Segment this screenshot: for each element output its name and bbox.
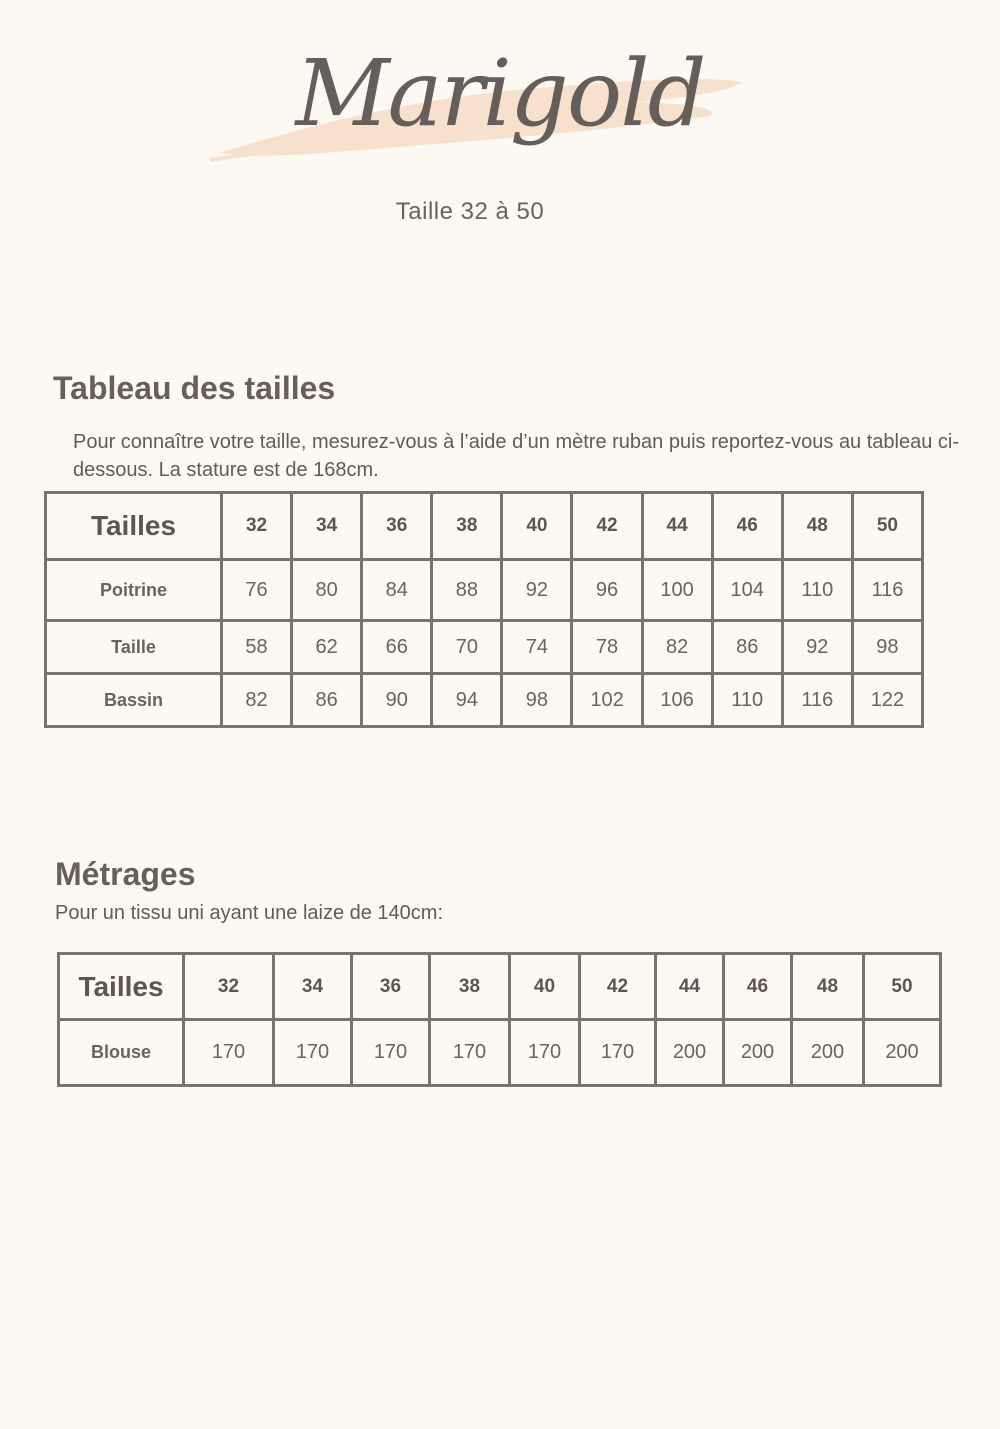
yardage-cell: 170	[510, 1020, 580, 1086]
size-header: 36	[362, 493, 432, 560]
measure-cell: 104	[712, 560, 782, 621]
size-header: 46	[712, 493, 782, 560]
measure-cell: 110	[782, 560, 852, 621]
measure-cell: 102	[572, 674, 642, 727]
measure-cell: 96	[572, 560, 642, 621]
yardage-cell: 200	[792, 1020, 864, 1086]
size-header: 48	[782, 493, 852, 560]
size-range-subtitle: Taille 32 à 50	[395, 198, 545, 225]
size-header: 32	[222, 493, 292, 560]
measure-cell: 76	[222, 560, 292, 621]
yardage-cell: 170	[184, 1020, 274, 1086]
measure-cell: 86	[292, 674, 362, 727]
measure-cell: 92	[782, 621, 852, 674]
measure-cell: 62	[292, 621, 362, 674]
measure-cell: 122	[852, 674, 922, 727]
size-header: 48	[792, 954, 864, 1020]
yardage-title: Métrages	[55, 856, 196, 892]
measure-cell: 92	[502, 560, 572, 621]
size-header: 32	[184, 954, 274, 1020]
size-header: 42	[572, 493, 642, 560]
yardage-table	[57, 952, 942, 1087]
size-header: 50	[864, 954, 941, 1020]
yardage-cell: 170	[430, 1020, 510, 1086]
measure-cell: 98	[502, 674, 572, 727]
size-chart-title: Tableau des tailles	[53, 370, 336, 406]
yardage-cell: 170	[274, 1020, 352, 1086]
size-header: 38	[430, 954, 510, 1020]
measure-cell: 82	[642, 621, 712, 674]
size-header: 44	[656, 954, 724, 1020]
measure-cell: 98	[852, 621, 922, 674]
size-header: 36	[352, 954, 430, 1020]
table-row	[46, 621, 923, 674]
table-header-row	[46, 493, 923, 560]
yardage-cell: 170	[352, 1020, 430, 1086]
table-row	[46, 560, 923, 621]
size-header: 46	[724, 954, 792, 1020]
yardage-cell: 170	[580, 1020, 656, 1086]
row-label: Taille	[46, 621, 222, 674]
measure-cell: 90	[362, 674, 432, 727]
yardage-cell: 200	[724, 1020, 792, 1086]
measure-cell: 116	[782, 674, 852, 727]
measure-cell: 88	[432, 560, 502, 621]
yardage-intro: Pour un tissu uni ayant une laize de 140cm:	[55, 902, 444, 924]
yardage-cell: 200	[656, 1020, 724, 1086]
row-label: Blouse	[59, 1020, 184, 1086]
corner-header: Tailles	[59, 954, 184, 1020]
size-header: 50	[852, 493, 922, 560]
measure-cell: 80	[292, 560, 362, 621]
table-row	[46, 674, 923, 727]
yardage-cell: 200	[864, 1020, 941, 1086]
row-label: Bassin	[46, 674, 222, 727]
table-row	[59, 1020, 941, 1086]
corner-header: Tailles	[46, 493, 222, 560]
measure-cell: 94	[432, 674, 502, 727]
row-label: Poitrine	[46, 560, 222, 621]
size-header: 40	[502, 493, 572, 560]
measure-cell: 100	[642, 560, 712, 621]
measure-cell: 106	[642, 674, 712, 727]
size-header: 42	[580, 954, 656, 1020]
measure-cell: 110	[712, 674, 782, 727]
measure-cell: 70	[432, 621, 502, 674]
measure-cell: 86	[712, 621, 782, 674]
measure-cell: 78	[572, 621, 642, 674]
measure-cell: 74	[502, 621, 572, 674]
size-header: 40	[510, 954, 580, 1020]
measure-cell: 58	[222, 621, 292, 674]
measure-cell: 116	[852, 560, 922, 621]
size-header: 34	[274, 954, 352, 1020]
size-header: 34	[292, 493, 362, 560]
measure-cell: 84	[362, 560, 432, 621]
brand-logo: Marigold	[295, 40, 705, 147]
measure-cell: 66	[362, 621, 432, 674]
size-chart-table	[44, 491, 924, 728]
measure-cell: 82	[222, 674, 292, 727]
size-header: 44	[642, 493, 712, 560]
size-chart-intro: Pour connaître votre taille, mesurez-vous à l’aide d’un mètre ruban puis reportez-vous au tableau ci-dessous. La stature est de 168cm.	[73, 431, 960, 481]
size-header: 38	[432, 493, 502, 560]
table-header-row	[59, 954, 941, 1020]
